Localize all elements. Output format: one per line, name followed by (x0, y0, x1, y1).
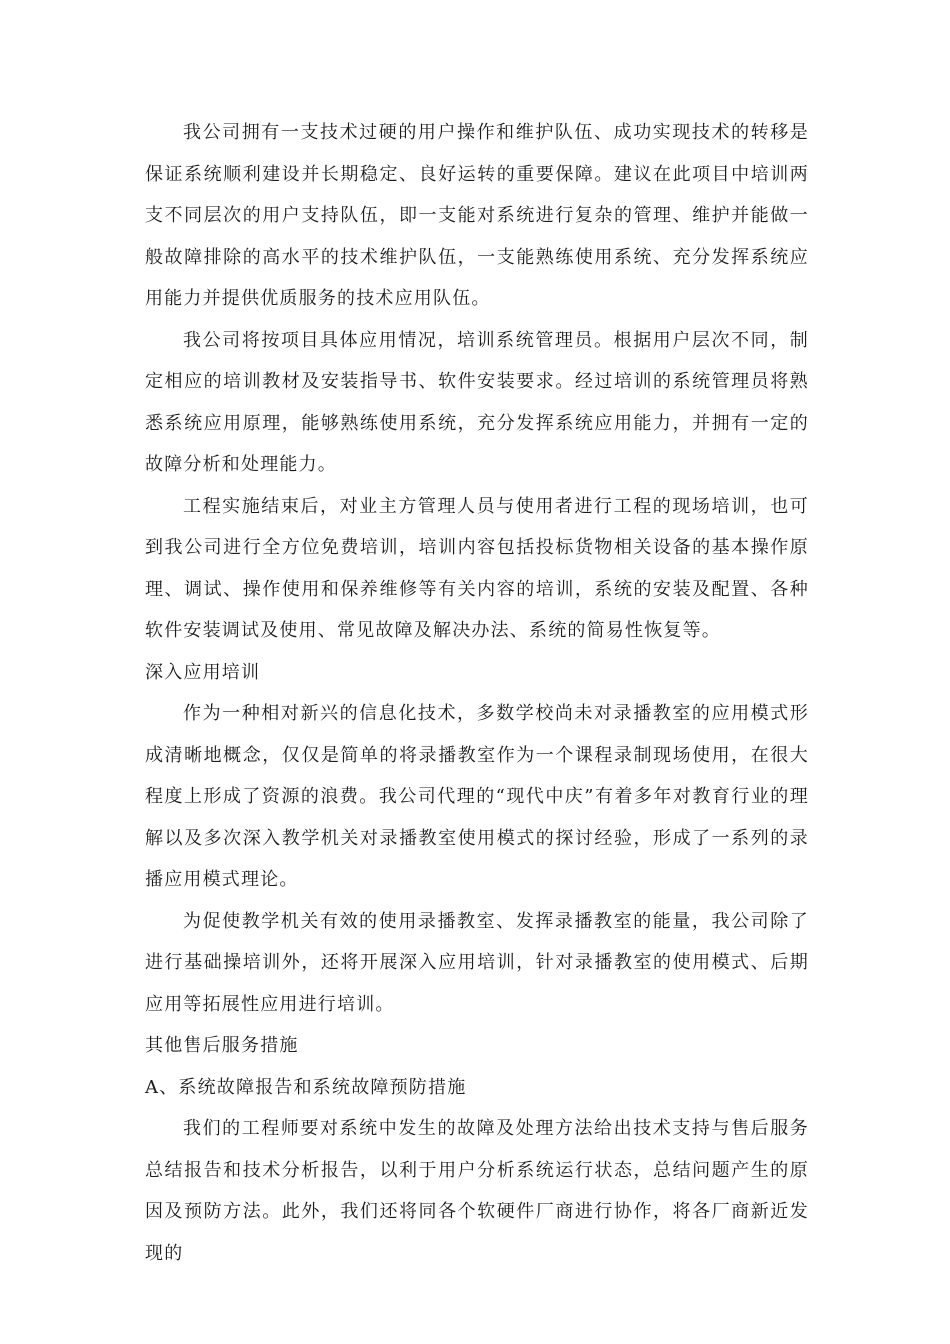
paragraph-training-team: 我公司拥有一支技术过硬的用户操作和维护队伍、成功实现技术的转移是保证系统顺利建设并长期稳定、良好运转的重要保障。建议在此项目中培训两支不同层次的用户支持队伍，即一支能对系统进行复杂的管理、维护并能做一般故障排除的高水平的技术维护队伍，一支能熟练使用系统、充分发挥系统应用能力并提供优质服务的技术应用队伍。 (145, 122, 809, 309)
heading-deep-training: 深入应用培训 (145, 661, 261, 683)
paragraph-recording-usage: 为促使教学机关有效的使用录播教室、发挥录播教室的能量，我公司除了进行基础操培训外，还将开展深入应用培训，针对录播教室的使用模式、后期应用等拓展性应用进行培训。 (145, 910, 809, 1015)
paragraph-fault-analysis: 我们的工程师要对系统中发生的故障及处理方法给出技术支持与售后服务总结报告和技术分析报告，以利于用户分析系统运行状态，总结问题产生的原因及预防方法。此外，我们还将同各个软硬件厂商进行协作，将各厂商新近发现的 (145, 1118, 809, 1264)
heading-fault-report: A、系统故障报告和系统故障预防措施 (145, 1076, 467, 1098)
heading-other-measures: 其他售后服务措施 (145, 1035, 299, 1056)
paragraph-admin-training: 我公司将按项目具体应用情况，培训系统管理员。根据用户层次不同，制定相应的培训教材及安装指导书、软件安装要求。经过培训的系统管理员将熟悉系统应用原理，能够熟练使用系统，充分发挥系统应用能力，并拥有一定的故障分析和处理能力。 (145, 329, 809, 475)
document-body (145, 112, 809, 1274)
paragraph-onsite-training: 工程实施结束后，对业主方管理人员与使用者进行工程的现场培训，也可到我公司进行全方位免费培训，培训内容包括投标货物相关设备的基本操作原理、调试、操作使用和保养维修等有关内容的培训，系统的安装及配置、各种软件安装调试及使用、常见故障及解决办法、系统的简易性恢复等。 (145, 495, 809, 641)
paragraph-recording-concept: 作为一种相对新兴的信息化技术，多数学校尚未对录播教室的应用模式形成清晰地概念，仅仅是简单的将录播教室作为一个课程录制现场使用，在很大程度上形成了资源的浪费。我公司代理的“现代中庆”有着多年对教育行业的理解以及多次深入教学机关对录播教室使用模式的探讨经验，形成了一系列的录播应用模式理论。 (145, 703, 809, 890)
